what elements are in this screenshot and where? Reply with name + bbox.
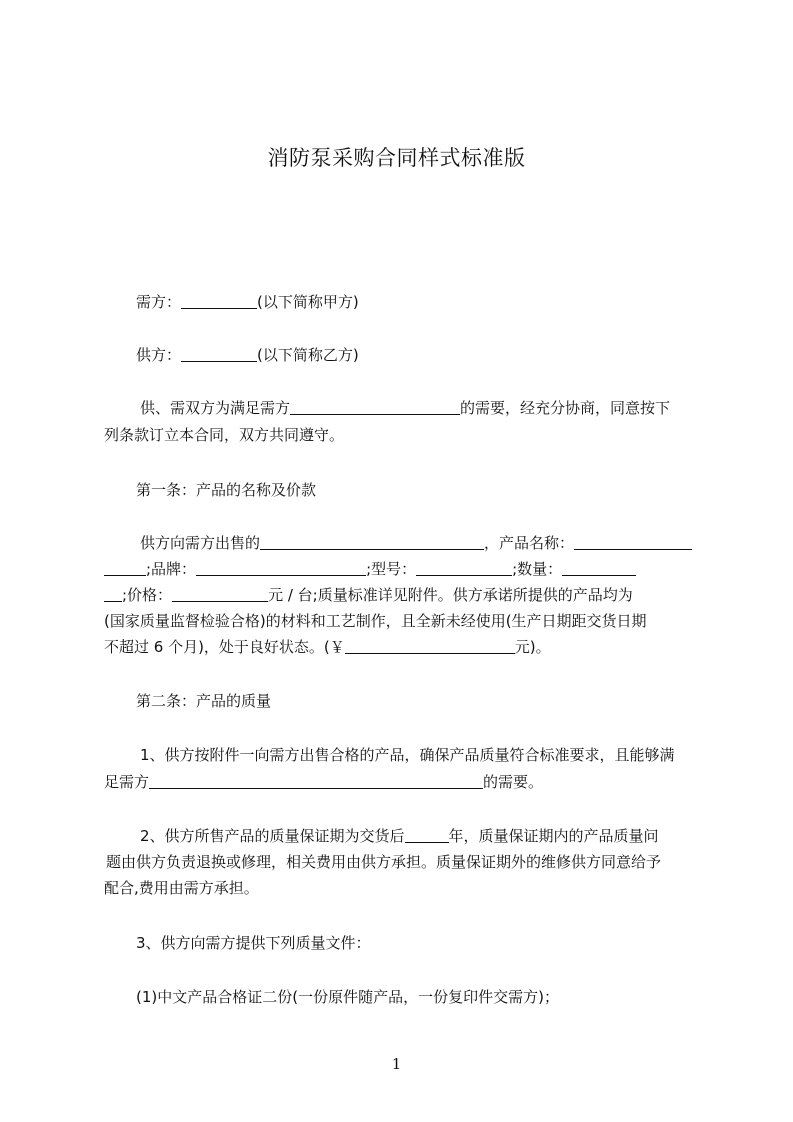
model-blank[interactable] [416, 560, 512, 576]
product-name-blank-cont[interactable] [104, 560, 146, 576]
buyer-blank[interactable] [181, 293, 257, 309]
buyer-line [136, 291, 736, 313]
seller-blank[interactable] [181, 346, 257, 362]
model-label: ;型号： [366, 560, 417, 578]
price-blank[interactable] [172, 586, 268, 602]
article-2-heading: 第二条：产品的质量 [136, 692, 272, 710]
warranty-years-blank[interactable] [405, 827, 449, 843]
brand-blank[interactable] [196, 560, 366, 576]
clause-2-1-line-1: 1、供方按附件一向需方出售合格的产品，确保产品质量符合标准要求，且能够满 [140, 746, 675, 764]
article-1-heading: 第一条：产品的名称及价款 [136, 481, 317, 499]
intro-text-a: 供、需双方为满足需方 [140, 399, 291, 417]
clause-2-2-line-1 [140, 825, 740, 847]
clause-2-3: 3、供方向需方提供下列质量文件： [136, 934, 371, 952]
sold-item-blank[interactable] [260, 534, 484, 550]
clause-2-2-line-2: 题由供方负责退换或修理，相关费用由供方承担。质量保证期外的维修供方同意给予 [106, 853, 662, 871]
page-number: 1 [391, 1055, 402, 1073]
total-suffix: 元)。 [514, 638, 551, 656]
clause-2-2-line-3: 配合,费用由需方承担。 [104, 879, 259, 897]
article-1-text-a: 供方向需方出售的 [140, 534, 261, 552]
article-1-line-5 [104, 636, 704, 658]
price-unit-text: 元 / 台;质量标准详见附件。供方承诺所提供的产品均为 [268, 586, 633, 604]
article-1-line-2 [104, 558, 704, 580]
article-1-line-4: (国家质量监督检验合格)的材料和工艺制作，且全新未经使用(生产日期距交货日期 [104, 612, 647, 630]
brand-label: ;品牌： [146, 560, 197, 578]
clause-2-2-text-a: 2、供方所售产品的质量保证期为交货后 [140, 827, 405, 845]
seller-suffix: (以下简称乙方) [257, 346, 359, 364]
clause-2-1-line-2 [104, 771, 704, 793]
quality-needs-blank[interactable] [149, 773, 483, 789]
intro-purpose-blank[interactable] [290, 399, 460, 415]
clause-2-1-text-b: 的需要。 [483, 773, 544, 791]
total-amount-blank[interactable] [345, 638, 515, 654]
intro-line-2: 列条款订立本合同，双方共同遵守。 [104, 426, 345, 444]
total-label: 不超过 6 个月)，处于良好状态。(￥ [104, 638, 345, 656]
buyer-suffix: (以下简称甲方) [257, 293, 359, 311]
seller-line [136, 344, 736, 366]
article-1-line-1 [140, 532, 740, 554]
buyer-label: 需方： [136, 293, 182, 311]
seller-label: 供方： [136, 346, 182, 364]
article-1-text-b: ，产品名称： [484, 534, 575, 552]
product-name-blank[interactable] [574, 534, 692, 550]
document-title: 消防泵采购合同样式标准版 [267, 146, 526, 170]
article-1-line-3 [104, 584, 704, 606]
price-label: ;价格： [122, 586, 173, 604]
quantity-label: ;数量： [512, 560, 563, 578]
clause-2-2-text-b: 年，质量保证期内的产品质量问 [448, 827, 659, 845]
clause-2-1-text-a: 足需方 [104, 773, 150, 791]
quantity-blank-cont[interactable] [104, 586, 122, 602]
quantity-blank[interactable] [562, 560, 636, 576]
clause-2-3-item-1: (1)中文产品合格证二份(一份原件随产品，一份复印件交需方)； [136, 988, 559, 1006]
intro-line-1 [140, 397, 740, 419]
intro-text-b: 的需要，经充分协商，同意按下 [460, 399, 671, 417]
